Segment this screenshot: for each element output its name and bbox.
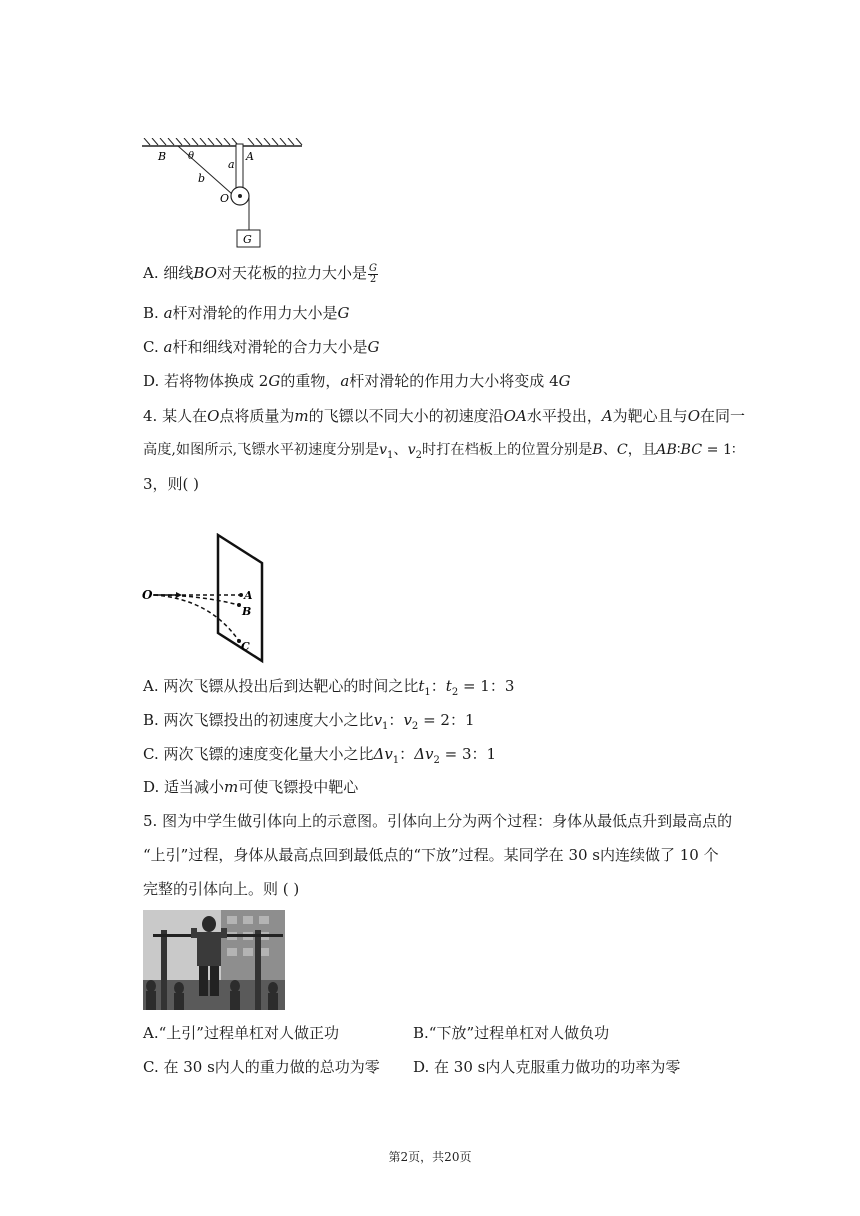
q3-option-b: B. a杆对滑轮的作用力大小是G bbox=[143, 304, 350, 322]
q4-option-b: B. 两次飞镖投出的初速度大小之比$v_1$：$v_2 = 2$：1 bbox=[143, 711, 475, 732]
pulley-diagram bbox=[140, 138, 305, 250]
q4-stem-line3: 3，则( ) bbox=[143, 475, 200, 493]
q3-option-a: A. 细线BO对天花板的拉力大小是 $\frac{G}{2}$ bbox=[143, 262, 377, 285]
q4-option-d: D. 适当减小m可使飞镖投中靶心 bbox=[143, 778, 359, 796]
q5-option-a: A.“上引”过程单杠对人做正功 bbox=[143, 1024, 339, 1042]
q3-option-c: C. a杆和细线对滑轮的合力大小是G bbox=[143, 338, 380, 356]
label-O: O bbox=[142, 588, 153, 602]
q5-stem-line2: “上引”过程，身体从最高点回到最低点的“下放”过程。某同学在 30 s内连续做了 10 个 bbox=[143, 846, 719, 864]
label-G: G bbox=[243, 233, 252, 246]
dart-board-diagram bbox=[140, 533, 270, 665]
q4-option-a: A. 两次飞镖从投出后到达靶心的时间之比$t_1$：$t_2 = 1$：3 bbox=[143, 677, 515, 698]
q5-option-b: B.“下放”过程单杠对人做负功 bbox=[413, 1024, 610, 1042]
q4-stem-line2: 高度,如图所示,飞镖水平初速度分别是$v_1$、$v_2$时打在档板上的位置分别是B、C，且AB∶BC = 1∶ bbox=[143, 442, 736, 461]
q4-option-c: C. 两次飞镖的速度变化量大小之比$\Delta v_1$：$\Delta v_2 = 3$：1 bbox=[143, 745, 497, 766]
q4-stem-line1: 4. 某人在O点将质量为m的飞镖以不同大小的初速度沿OA水平投出，A为靶心且与O在同一 bbox=[143, 407, 746, 425]
label-B: B bbox=[242, 605, 252, 618]
q5-stem-line1: 5. 图为中学生做引体向上的示意图。引体向上分为两个过程：身体从最低点升到最高点的 bbox=[143, 812, 733, 830]
label-B: B bbox=[158, 150, 167, 163]
q3-option-d: D. 若将物体换成 2G的重物，a杆对滑轮的作用力大小将变成 4G bbox=[143, 372, 571, 390]
label-b: b bbox=[198, 172, 206, 185]
label-A: A bbox=[246, 150, 254, 163]
label-a: a bbox=[228, 158, 235, 171]
fraction-g-over-2: $\frac{G}{2}$ bbox=[369, 262, 377, 285]
label-C: C bbox=[241, 640, 250, 653]
label-theta: θ bbox=[188, 151, 195, 162]
page-number: 第2页，共20页 bbox=[388, 1150, 472, 1164]
pull-up-photo bbox=[143, 910, 285, 1010]
q5-stem-line3: 完整的引体向上。则 ( ) bbox=[143, 880, 300, 898]
q5-option-c: C. 在 30 s内人的重力做的总功为零 bbox=[143, 1058, 380, 1076]
label-A: A bbox=[244, 589, 253, 602]
q5-option-d: D. 在 30 s内人克服重力做功的功率为零 bbox=[413, 1058, 681, 1076]
label-O: O bbox=[220, 192, 230, 205]
